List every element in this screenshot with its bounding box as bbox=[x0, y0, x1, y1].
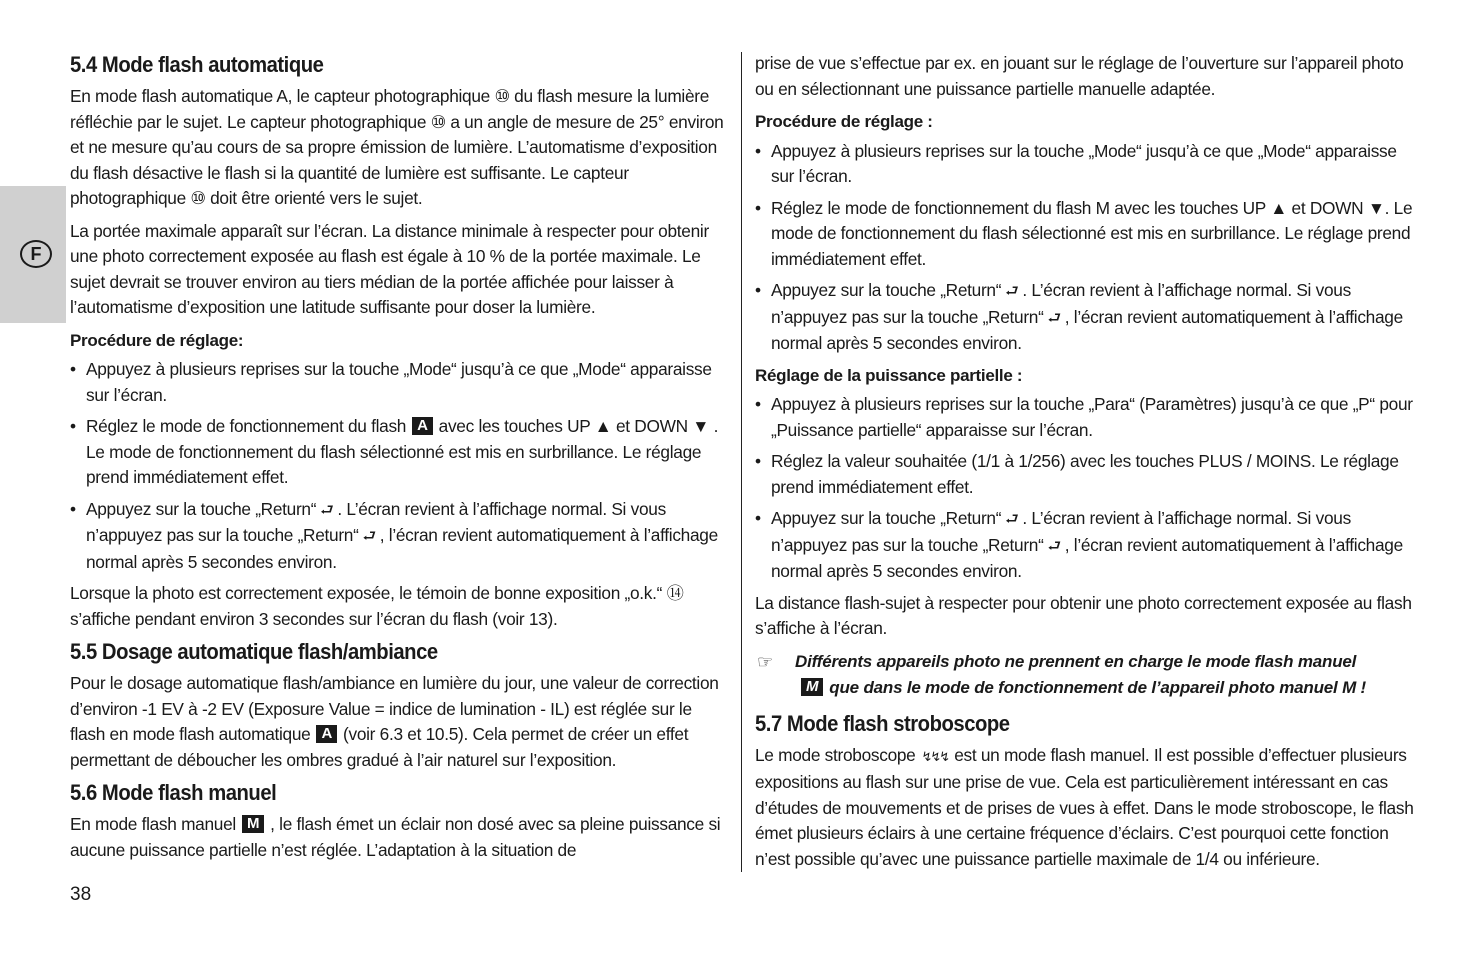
section-5-5-paragraph: Pour le dosage automatique flash/ambiance en lumière du jour, une valeur de correction d’environ -1 EV à -2 EV (Exposure Value = indice de lumination - IL) est réglée sur le flash en mode flash automatique A (voir 6.3 et 10.5). Cela permet de créer un effet permettant de déboucher les ombres gradué à l’air naturel sur l’exposition. bbox=[70, 673, 719, 770]
list-item: • Réglez la valeur souhaitée (1/1 à 1/256) avec les touches PLUS / MOINS. Le réglage prend immédiatement effet. bbox=[755, 449, 1415, 500]
return-icon: ⮐ bbox=[320, 500, 334, 519]
page-number: 38 bbox=[70, 884, 92, 905]
procedure-heading: Procédure de réglage : bbox=[755, 112, 933, 131]
manual-mode-badge: M bbox=[242, 815, 264, 833]
camera-note: ☞ Différents appareils photo ne prennent en charge le mode flash manuel M que dans le mode de fonctionnement de l’appareil photo manuel M ! bbox=[755, 649, 1415, 701]
language-badge: F bbox=[20, 240, 52, 268]
section-5-7-paragraph: Le mode stroboscope ↯↯↯ est un mode flash manuel. Il est possible d’effectuer plusieurs expositions au flash sur une prise de vue. Cela est particulièrement intéressant en cas d’études de mouvements et de prises de vues à effet. Dans le mode stroboscope, le flash émet plusieurs éclairs à une certaine fréquence d’éclairs. C’est pourquoi cette fonction n’est possible qu’avec une puissance partielle maximale de 1/4 ou inférieure. bbox=[755, 744, 1414, 869]
language-side-tab bbox=[0, 186, 66, 323]
partial-power-list bbox=[755, 392, 1415, 585]
column-divider bbox=[741, 52, 742, 872]
pointing-hand-icon: ☞ bbox=[757, 651, 773, 672]
return-icon: ⮐ bbox=[1047, 308, 1061, 327]
auto-mode-badge: A bbox=[316, 725, 337, 743]
list-item: • Appuyez sur la touche „Return“ ⮐ . L’écran revient à l’affichage normal. Si vous n’appuyez pas sur la touche „Return“ ⮐ , l’écran revient automatiquement à l’affichage normal après 5 secondes environ. bbox=[70, 497, 730, 576]
left-column bbox=[70, 52, 730, 870]
procedure-list bbox=[70, 357, 730, 575]
section-5-4-paragraph-3: Lorsque la photo est correctement exposée, le témoin de bonne exposition „o.k.“ ⑭ s’affiche pendant environ 3 secondes sur l’écran du flash (voir 13). bbox=[70, 583, 684, 629]
section-5-6-continued: prise de vue s’effectue par ex. en jouant sur le réglage de l’ouverture sur l’appareil photo ou en sélectionnant une puissance partielle manuelle adaptée. bbox=[755, 53, 1404, 99]
section-5-4-title: 5.4 Mode flash automatique bbox=[70, 52, 324, 77]
strobe-icon: ↯↯↯ bbox=[921, 749, 949, 765]
section-5-6-title: 5.6 Mode flash manuel bbox=[70, 780, 277, 805]
distance-paragraph: La distance flash-sujet à respecter pour obtenir une photo correctement exposée au flash s’affiche à l’écran. bbox=[755, 592, 1412, 638]
right-column bbox=[755, 51, 1415, 879]
section-5-6-paragraph: En mode flash manuel M , le flash émet un éclair non dosé avec sa pleine puissance si aucune puissance partielle n’est réglée. L’adaptation à la situation de bbox=[70, 814, 721, 860]
list-item: • Appuyez à plusieurs reprises sur la touche „Mode“ jusqu’à ce que „Mode“ apparaisse sur l’écran. bbox=[755, 139, 1415, 190]
procedure-heading: Procédure de réglage: bbox=[70, 330, 244, 350]
procedure-list bbox=[755, 139, 1415, 357]
list-item: • Appuyez sur la touche „Return“ ⮐ . L’écran revient à l’affichage normal. Si vous n’appuyez pas sur la touche „Return“ ⮐ , l’écran revient automatiquement à l’affichage normal après 5 secondes environ. bbox=[755, 506, 1415, 585]
list-item: • Réglez le mode de fonctionnement du flash A avec les touches UP ▲ et DOWN ▼ . Le mode de fonctionnement du flash sélectionné est mis en surbrillance. Le réglage prend immédiatement effet. bbox=[70, 414, 730, 491]
return-icon: ⮐ bbox=[1005, 510, 1019, 528]
list-item: • Appuyez sur la touche „Return“ ⮐ . L’écran revient à l’affichage normal. Si vous n’appuyez pas sur la touche „Return“ ⮐ , l’écran revient automatiquement à l’affichage normal après 5 secondes environ. bbox=[755, 278, 1415, 357]
section-5-7-title: 5.7 Mode flash stroboscope bbox=[755, 710, 1010, 736]
list-item: • Réglez le mode de fonctionnement du flash M avec les touches UP ▲ et DOWN ▼. Le mode de fonctionnement du flash sélectionné est mis en surbrillance. Le réglage prend immédiatement effet. bbox=[755, 196, 1415, 273]
return-icon: ⮐ bbox=[1047, 536, 1061, 555]
return-icon: ⮐ bbox=[362, 527, 376, 545]
partial-power-heading: Réglage de la puissance partielle : bbox=[755, 365, 1023, 385]
return-icon: ⮐ bbox=[1005, 282, 1019, 300]
auto-mode-badge: A bbox=[412, 417, 433, 435]
section-5-4-paragraph-2: La portée maximale apparaît sur l’écran. La distance minimale à respecter pour obtenir une photo correctement exposée au flash est égale à 10 % de la portée maximale. Le sujet devrait se trouver environ au tiers médian de la portée affichée pour laisser à l’automatisme d’exposition une latitude suffisante pour doser la lumière. bbox=[70, 220, 709, 317]
list-item: • Appuyez à plusieurs reprises sur la touche „Mode“ jusqu’à ce que „Mode“ apparaisse sur l’écran. bbox=[70, 357, 730, 408]
section-5-5-title: 5.5 Dosage automatique flash/ambiance bbox=[70, 639, 438, 664]
section-5-4-paragraph-1: En mode flash automatique A, le capteur photographique ⑩ du flash mesure la lumière réfléchie par le sujet. Le capteur photographique ⑩ a un angle de mesure de 25° environ et ne mesure qu’au cours de sa propre émission de lumière. L’automatisme d’exposition du flash désactive le flash si la quantité de lumière est suffisante. Le capteur photographique ⑩ doit être orienté vers le sujet. bbox=[70, 86, 724, 208]
list-item: • Appuyez à plusieurs reprises sur la touche „Para“ (Paramètres) jusqu’à ce que „P“ pour „Puissance partielle“ apparaisse sur l’écran. bbox=[755, 392, 1415, 443]
manual-mode-badge: M bbox=[801, 678, 823, 696]
